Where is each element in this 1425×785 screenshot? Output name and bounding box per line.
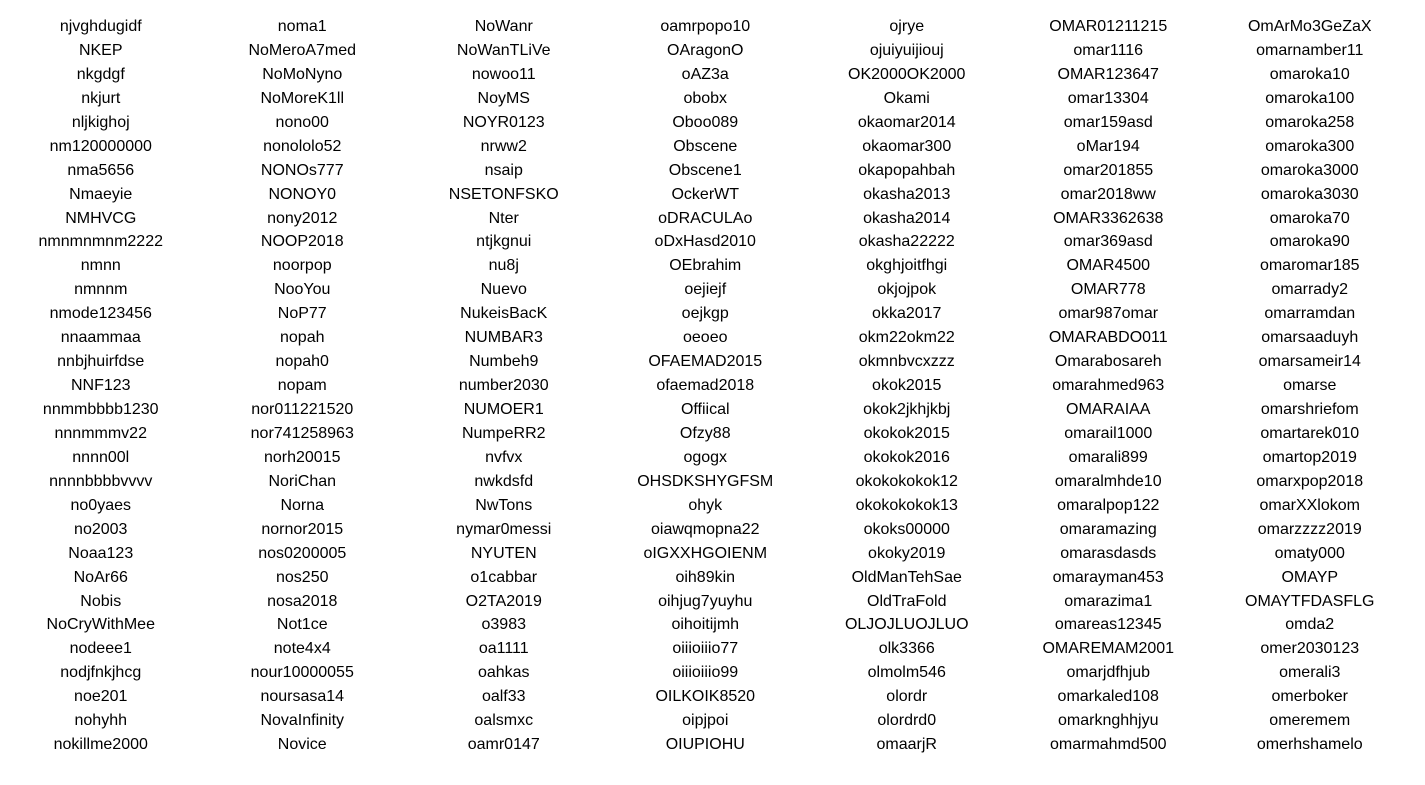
username-cell: oalsmxc [474,712,534,730]
username-cell: omartarek010 [1260,424,1360,442]
username-cell: nos0200005 [258,544,347,562]
username-cell: omareas12345 [1054,616,1162,634]
username-cell: nnaammaa [60,329,141,347]
username-cell: NovaInfinity [260,712,345,730]
username-cell: omarsameir14 [1258,353,1361,371]
username-cell: o3983 [481,616,526,634]
username-cell: omarXXlokom [1259,496,1360,514]
username-cell: nmode123456 [49,305,152,323]
username-cell: noursasa14 [260,688,345,706]
username-cell: nnnn00l [72,448,130,466]
username-cell: Obscene [673,137,738,155]
username-cell: oMar194 [1076,137,1140,155]
username-cell: NOYR0123 [462,113,545,131]
username-cell: omarazima1 [1064,592,1153,610]
username-cell: NumpeRR2 [461,424,546,442]
username-cell: OK2000OK2000 [848,65,966,83]
username-cell: oahkas [477,664,530,682]
username-cell: OEbrahim [669,257,742,275]
username-cell: nopam [277,377,327,395]
username-cell: okapopahbah [858,161,956,179]
username-cell: OMARAIAA [1066,401,1151,418]
username-cell: OMARABDO011 [1048,329,1168,347]
username-cell: oejiejf [684,281,727,299]
username-cell: okmnbvcxzzz [858,353,955,371]
username-cell: okm22okm22 [858,329,955,347]
username-cell: okaomar300 [862,137,952,155]
username-cell: nour10000055 [250,664,354,682]
username-cell: NNF123 [70,377,131,395]
username-cell: OMAR4500 [1066,257,1151,275]
username-cell: nosa2018 [267,592,338,610]
username-column [403,15,605,757]
username-cell: OLJOJLUOJLUO [844,616,969,634]
username-cell: Omarabosareh [1054,353,1162,371]
username-cell: oalf33 [481,688,526,706]
username-cell: omarrady2 [1271,281,1348,299]
username-cell: OMAR3362638 [1053,209,1164,227]
username-cell: omaroka258 [1265,113,1355,131]
username-cell: nmnnm [74,281,128,299]
username-cell: omer2030123 [1260,640,1360,658]
username-cell: OldTraFold [867,592,947,610]
username-cell: nu8j [488,257,519,275]
username-cell: nma5656 [67,161,135,179]
username-cell: okoks00000 [863,520,950,538]
username-cell: oiiioiiio99 [672,664,739,682]
username-cell: okaomar2014 [857,113,956,131]
username-cell: NukeisBacK [460,305,548,323]
username-cell: NoMoreK1ll [260,89,345,107]
username-cell: Okami [883,89,930,107]
username-cell: NUMBAR3 [464,329,543,347]
username-cell: nonololo52 [263,137,342,155]
username-cell: ojuiyuijiouj [869,41,944,59]
username-cell: NoMeroA7med [248,41,357,59]
username-cell: OckerWT [671,185,740,203]
username-cell: omerhshamelo [1256,736,1363,754]
username-cell: olk3366 [878,640,935,658]
username-cell: nmnmnmnm2222 [38,233,163,251]
username-cell: NOOP2018 [260,233,344,251]
username-cell: nopah [280,329,325,347]
username-cell: omerali3 [1279,664,1341,682]
username-cell: nnnnbbbbvvvv [49,472,153,490]
username-cell: omarknghhjyu [1058,712,1159,730]
username-cell: Numbeh9 [469,353,539,371]
username-cell: Not1ce [276,616,328,634]
username-cell: Norna [280,496,325,514]
username-cell: obobx [683,89,728,107]
username-cell: omaralmhde10 [1054,472,1162,490]
username-cell: OMAYTFDASFLG [1245,592,1375,610]
username-cell: okokok2015 [863,424,950,442]
username-cell: nono00 [275,113,329,131]
username-cell: nrww2 [480,137,527,155]
username-cell: njvghdugidf [59,18,142,35]
username-cell: Noaa123 [68,544,134,562]
username-cell: Oboo089 [672,113,739,131]
username-cell: oAZ3a [681,65,729,83]
username-cell: number2030 [458,377,549,395]
username-cell: omeremem [1269,712,1351,730]
username-cell: NoAr66 [73,568,128,586]
username-cell: okokokokok13 [855,496,958,514]
username-cell: nnnmmmv22 [54,424,147,442]
username-column [605,15,807,757]
username-cell: omarsaaduyh [1261,329,1359,347]
username-cell: OMAR123647 [1057,65,1159,83]
username-cell: NMHVCG [65,209,137,227]
username-cell: omarse [1283,377,1337,395]
username-cell: okghjoitfhgi [866,257,948,275]
username-cell: nowoo11 [471,65,536,83]
username-list-sheet [0,15,1425,757]
username-cell: nkgdgf [76,65,125,83]
username-cell: omar2018ww [1060,185,1156,203]
username-column [806,15,1008,757]
username-cell: omaty000 [1274,544,1345,562]
username-cell: noe201 [74,688,128,706]
username-column [1209,15,1411,757]
username-cell: NwTons [475,496,533,514]
username-cell: OIUPIOHU [665,736,745,754]
username-cell: NoMoNyno [262,65,343,83]
username-cell: NSETONFSKO [448,185,559,203]
username-cell: nodjfnkjhcg [60,664,142,682]
username-cell: olordrd0 [877,712,937,730]
username-cell: okokokokok12 [855,472,958,490]
username-cell: ntjkgnui [476,233,532,251]
username-column [202,15,404,757]
username-cell: nvfvx [485,448,523,466]
username-cell: Ofzy88 [679,424,731,442]
username-cell: omerboker [1271,688,1348,706]
username-cell: omar1116 [1073,41,1144,59]
username-column [1008,15,1210,757]
username-cell: ojrye [889,18,925,35]
username-cell: nsaip [484,161,523,179]
username-cell: omaramazing [1059,520,1157,538]
username-cell: omarzzzz2019 [1257,520,1362,538]
username-cell: omar201855 [1063,161,1154,179]
username-cell: okasha2014 [863,209,951,227]
username-cell: omda2 [1285,616,1335,634]
username-cell: omaroka100 [1265,89,1355,107]
username-cell: no2003 [74,520,128,538]
username-cell: omaroka300 [1265,137,1355,155]
username-cell: Novice [277,736,327,754]
username-cell: nm120000000 [49,137,152,155]
username-cell: nkjurt [81,89,121,107]
username-cell: omarali899 [1068,448,1148,466]
username-cell: NooYou [274,281,331,299]
username-cell: okasha2013 [863,185,951,203]
username-cell: nor741258963 [250,424,354,442]
username-cell: nljkighoj [71,113,130,131]
username-cell: oa1111 [478,640,529,658]
username-cell: nor011221520 [251,401,354,418]
username-cell: omarjdfhjub [1066,664,1151,682]
username-cell: omaromar185 [1259,257,1360,275]
username-cell: o1cabbar [470,568,538,586]
username-cell: OMAYP [1281,568,1339,586]
username-cell: okokok2016 [863,448,950,466]
username-cell: NoyMS [477,89,530,107]
username-cell: norh20015 [263,448,341,466]
username-cell: nokillme2000 [53,736,148,754]
username-cell: OHSDKSHYGFSM [637,472,774,490]
username-cell: NoCryWithMee [46,616,155,634]
username-cell: nmnn [80,257,121,275]
username-cell: Nobis [80,592,122,610]
username-cell: OldManTehSae [851,568,962,586]
username-cell: OAragonO [667,41,744,59]
username-cell: oipjpoi [682,712,729,730]
username-cell: nony2012 [267,209,338,227]
username-cell: NoWanr [474,18,533,35]
username-cell: nohyhh [74,712,127,730]
username-cell: nnbjhuirfdse [57,353,145,371]
username-column [0,15,202,757]
username-cell: oihoitijmh [671,616,740,634]
username-cell: NoP77 [277,305,327,323]
username-cell: O2TA2019 [465,592,542,610]
username-cell: nnmmbbbb1230 [42,401,159,418]
username-cell: Offiical [680,401,730,418]
username-cell: NoriChan [268,472,337,490]
username-cell: okka2017 [872,305,942,323]
username-cell: OMAR778 [1070,281,1146,299]
username-cell: omartop2019 [1262,448,1357,466]
username-cell: omarayman453 [1052,568,1164,586]
username-cell: NoWanTLiVe [456,41,551,59]
username-cell: omarahmed963 [1052,377,1165,395]
username-cell: note4x4 [273,640,331,658]
username-cell: oiiioiiio77 [672,640,739,658]
username-cell: omaroka70 [1269,209,1350,227]
username-cell: NUMOER1 [463,401,544,418]
username-cell: omarramdan [1264,305,1356,323]
username-cell: omaroka90 [1269,233,1350,251]
username-cell: omarxpop2018 [1256,472,1364,490]
username-cell: oih89kin [675,568,736,586]
username-cell: omarshriefom [1260,401,1359,418]
username-cell: noma1 [277,18,327,35]
username-cell: omar987omar [1058,305,1159,323]
username-cell: omaarjR [876,736,937,754]
username-cell: oejkgp [681,305,729,323]
username-cell: omarkaled108 [1057,688,1159,706]
username-cell: oeoeo [683,329,728,347]
username-cell: no0yaes [70,496,131,514]
username-cell: omarmahmd500 [1050,736,1167,754]
username-cell: oihjug7yuyhu [658,592,753,610]
username-cell: NYUTEN [470,544,537,562]
username-cell: okjojpok [877,281,937,299]
username-cell: NONOY0 [268,185,337,203]
username-cell: okok2jkhjkbj [863,401,951,418]
username-cell: omaroka3030 [1260,185,1359,203]
username-cell: omaroka10 [1269,65,1350,83]
username-cell: olmolm546 [867,664,946,682]
username-cell: omar13304 [1067,89,1149,107]
username-cell: nos250 [276,568,329,586]
username-cell: omar369asd [1063,233,1153,251]
username-cell: omaralpop122 [1057,496,1160,514]
username-cell: okasha22222 [858,233,955,251]
username-cell: Nmaeyie [69,185,133,203]
username-cell: omaroka3000 [1260,161,1359,179]
username-cell: OmArMo3GeZaX [1247,18,1372,35]
username-cell: Obscene1 [668,161,742,179]
username-cell: oiawqmopna22 [650,520,760,538]
username-cell: ogogx [683,448,728,466]
username-cell: okoky2019 [868,544,946,562]
username-cell: OMAR01211215 [1049,18,1168,35]
username-cell: omarnamber11 [1256,41,1364,59]
username-cell: OMAREMAM2001 [1042,640,1175,658]
username-cell: ohyk [688,496,723,514]
username-cell: nodeee1 [69,640,132,658]
username-cell: omar159asd [1063,113,1153,131]
username-cell: oDRACULAo [658,209,753,227]
username-cell: oamr0147 [467,736,540,754]
username-cell: nymar0messi [456,520,552,538]
username-cell: oIGXXHGOIENM [643,544,768,562]
username-cell: Nter [488,209,519,227]
username-cell: omarasdasds [1060,544,1157,562]
username-cell: omarail1000 [1064,424,1153,442]
username-cell: oamrpopo10 [660,18,751,35]
username-cell: nwkdsfd [474,472,534,490]
username-cell: okok2015 [872,377,942,395]
username-cell: Nuevo [480,281,527,299]
username-cell: ofaemad2018 [656,377,755,395]
username-cell: noorpop [272,257,332,275]
username-cell: NONOs777 [260,161,344,179]
username-cell: nornor2015 [261,520,344,538]
username-cell: NKEP [78,41,123,59]
username-cell: OFAEMAD2015 [648,353,763,371]
username-cell: nopah0 [275,353,329,371]
username-cell: olordr [886,688,928,706]
username-cell: OILKOIK8520 [655,688,756,706]
username-cell: oDxHasd2010 [654,233,756,251]
